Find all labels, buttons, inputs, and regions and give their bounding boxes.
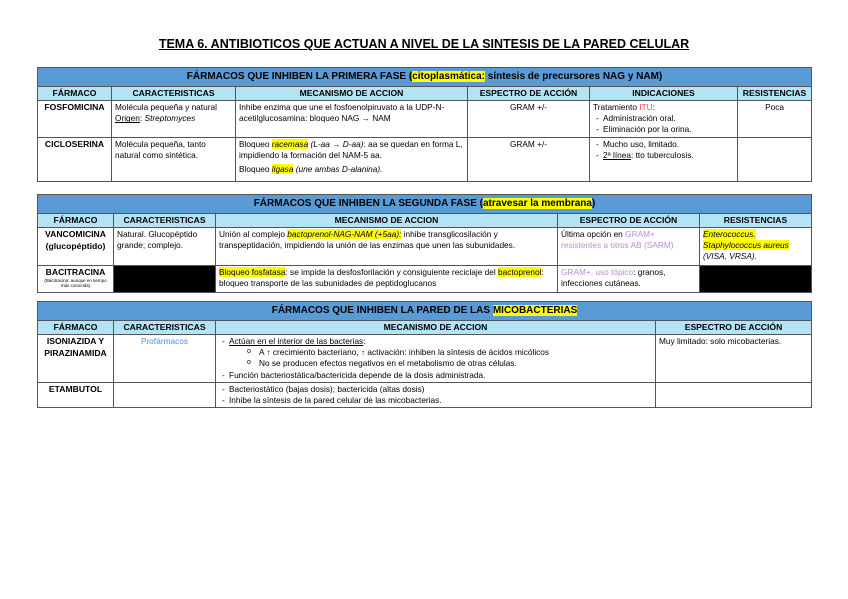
list-item: - Eliminación por la orina. (593, 124, 734, 135)
resistance-cell: Poca (738, 101, 812, 138)
drug-name: ETAMBUTOL (38, 382, 114, 407)
mechanism-cell: Bloqueo fosfatasa: se impide la desfosforilación y consiguiente reciclaje del bactoprenol: bloqueo transporte de las subunidades de peptidoglucanos (216, 266, 558, 293)
resistance-cell (700, 266, 812, 293)
list-item: o A ↑ crecimiento bacteriano, ↑ activación: inhiben la síntesis de ácidos micólicos (219, 347, 652, 358)
col-header: MECANISMO DE ACCION (216, 213, 558, 228)
list-item: o No se producen efectos negativos en el metabolismo de otras células. (219, 358, 652, 369)
characteristics-cell: Natural. Glucopéptido grande; complejo. (114, 228, 216, 266)
drug-name: VANCOMICINA (glucopéptido) (38, 228, 114, 266)
col-header: ESPECTRO DE ACCIÓN (468, 86, 590, 101)
col-header: MECANISMO DE ACCION (216, 320, 656, 335)
list-item: - Función bacteriostática/bactericida depende de la dosis administrada. (219, 370, 652, 381)
characteristics-cell (114, 382, 216, 407)
list-item: - Bacteriostático (bajas dosis); bactericida (altas dosis) (219, 384, 652, 395)
drug-name: FOSFOMICINA (38, 101, 112, 138)
spectrum-cell: GRAM +/- (468, 101, 590, 138)
header-row (38, 86, 812, 101)
spectrum-cell (656, 382, 812, 407)
section-row (38, 302, 812, 321)
mechanism-cell: Inhibe enzima que une el fosfoenolpiruvato a la UDP-N-acetilglucosamina: bloqueo NAG → NAM (236, 101, 468, 138)
section-title: FÁRMACOS QUE INHIBEN LA PARED DE LAS MICOBACTERIAS (38, 302, 812, 321)
table-row (38, 101, 812, 138)
list-item: - Mucho uso, limitado. (593, 139, 734, 150)
table-first-phase (37, 67, 812, 182)
section-title: FÁRMACOS QUE INHIBEN LA SEGUNDA FASE (atravesar la membrana) (38, 195, 812, 214)
col-header: RESISTENCIAS (700, 213, 812, 228)
resistance-cell: Enterococcus. Staphylococcus aureus (VISA, VRSA). (700, 228, 812, 266)
section-title: FÁRMACOS QUE INHIBEN LA PRIMERA FASE (citoplasmática: síntesis de precursores NAG y NAM) (38, 68, 812, 87)
indications-cell: Tratamiento ITU: - Administración oral. - Eliminación por la orina. (590, 101, 738, 138)
spectrum-cell: GRAM +/- (468, 138, 590, 182)
mechanism-cell: Bloqueo racemasa (L-aa → D-aa): aa se quedan en forma L, impidiendo la formación del NAM-5 aa. Bloqueo ligasa (une ambas D-alanina). (236, 138, 468, 182)
table-row (38, 266, 812, 293)
spectrum-cell: Última opción en GRAM+ resistentes a otros AB (SARM) (558, 228, 700, 266)
characteristics-cell: Molécula pequeña y natural Origen: Streptomyces (112, 101, 236, 138)
resistance-cell (738, 138, 812, 182)
col-header: MECANISMO DE ACCION (236, 86, 468, 101)
spectrum-cell: Muy limitado: solo micobacterias. (656, 335, 812, 383)
list-item: - Inhibe la síntesis de la pared celular de las micobacterias. (219, 395, 652, 406)
header-row (38, 213, 812, 228)
col-header: ESPECTRO DE ACCIÓN (656, 320, 812, 335)
col-header: RESISTENCIAS (738, 86, 812, 101)
col-header: ESPECTRO DE ACCIÓN (558, 213, 700, 228)
table-row (38, 335, 812, 383)
list-item: - Administración oral. (593, 113, 734, 124)
col-header: INDICACIONES (590, 86, 738, 101)
characteristics-cell (114, 266, 216, 293)
col-header: FÁRMACO (38, 213, 114, 228)
section-row (38, 68, 812, 87)
list-item: - Actúan en el interior de las bacterias: (219, 336, 652, 347)
col-header: CARACTERISTICAS (114, 213, 216, 228)
drug-name: CICLOSERINA (38, 138, 112, 182)
indications-cell (590, 138, 738, 182)
header-row (38, 320, 812, 335)
mechanism-cell: Unión al complejo bactoprenol-NAG-NAM (+5aa): inhibe transglicosilación y transpeptidación, impidiendo la unión de las enzimas que unen las subunidades. (216, 228, 558, 266)
table-row (38, 382, 812, 407)
characteristics-cell: Molécula pequeña, tanto natural como sintética. (112, 138, 236, 182)
mechanism-cell (216, 335, 656, 383)
table-mycobacteria (37, 301, 812, 408)
table-row (38, 228, 812, 266)
col-header: CARACTERISTICAS (112, 86, 236, 101)
section-row (38, 195, 812, 214)
drug-name: BACITRACINA (Bacitracina: aunque en tiempo más conocida) (38, 266, 114, 293)
col-header: CARACTERISTICAS (114, 320, 216, 335)
drug-name: ISONIAZIDA Y PIRAZINAMIDA (38, 335, 114, 383)
characteristics-cell: Profármacos (114, 335, 216, 383)
col-header: FÁRMACO (38, 86, 112, 101)
table-second-phase (37, 194, 812, 293)
spectrum-cell: GRAM+, uso tópico: granos, infecciones cutáneas. (558, 266, 700, 293)
table-row (38, 138, 812, 182)
list-item: - 2ª línea: tto tuberculosis. (593, 150, 734, 161)
col-header: FÁRMACO (38, 320, 114, 335)
page-title: TEMA 6. ANTIBIOTICOS QUE ACTUAN A NIVEL DE LA SINTESIS DE LA PARED CELULAR (158, 37, 690, 51)
mechanism-cell (216, 382, 656, 407)
